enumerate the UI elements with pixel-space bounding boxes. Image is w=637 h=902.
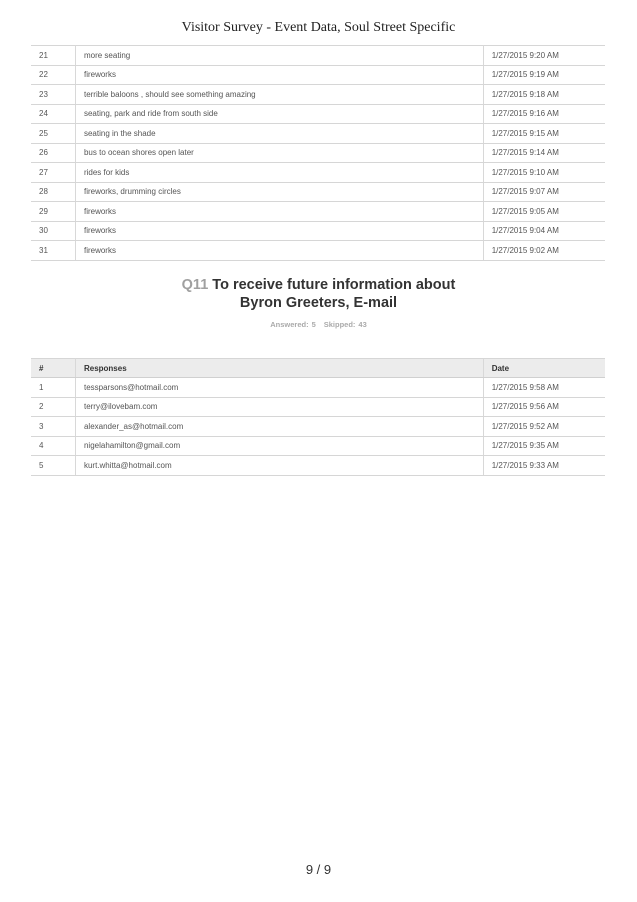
row-number: 3	[31, 417, 75, 437]
row-date: 1/27/2015 9:10 AM	[483, 163, 605, 183]
skipped-count: 43	[358, 320, 367, 329]
row-number: 30	[31, 221, 75, 241]
question-number: Q11	[181, 277, 209, 293]
responses-table	[31, 358, 605, 476]
row-response: tessparsons@hotmail.com	[75, 378, 483, 398]
row-date: 1/27/2015 9:18 AM	[483, 85, 605, 105]
table-row	[31, 456, 605, 476]
row-response: terry@ilovebam.com	[75, 397, 483, 417]
page-number: 9 / 9	[305, 862, 332, 877]
row-number: 31	[31, 241, 75, 261]
table-row	[31, 163, 605, 183]
row-response: alexander_as@hotmail.com	[75, 417, 483, 437]
row-response: seating in the shade	[75, 124, 483, 144]
row-response: fireworks	[75, 202, 483, 222]
row-date: 1/27/2015 9:16 AM	[483, 104, 605, 124]
table-row	[31, 221, 605, 241]
answer-stats	[0, 320, 637, 329]
page-title: Visitor Survey - Event Data, Soul Street Specific	[181, 20, 456, 35]
row-response: seating, park and ride from south side	[75, 104, 483, 124]
table-row	[31, 46, 605, 66]
table-row	[31, 182, 605, 202]
row-number: 26	[31, 143, 75, 163]
row-number: 29	[31, 202, 75, 222]
row-date: 1/27/2015 9:14 AM	[483, 143, 605, 163]
row-date: 1/27/2015 9:19 AM	[483, 65, 605, 85]
row-number: 28	[31, 182, 75, 202]
row-date: 1/27/2015 9:02 AM	[483, 241, 605, 261]
row-date: 1/27/2015 9:33 AM	[483, 456, 605, 476]
row-date: 1/27/2015 9:07 AM	[483, 182, 605, 202]
question-text-line1: To receive future information about	[212, 277, 456, 293]
row-date: 1/27/2015 9:15 AM	[483, 124, 605, 144]
row-number: 2	[31, 397, 75, 417]
question-heading	[0, 276, 637, 312]
row-response: fireworks	[75, 221, 483, 241]
row-date: 1/27/2015 9:05 AM	[483, 202, 605, 222]
row-number: 22	[31, 65, 75, 85]
row-response: rides for kids	[75, 163, 483, 183]
column-header-responses: Responses	[75, 359, 483, 378]
row-number: 1	[31, 378, 75, 398]
row-response: fireworks	[75, 241, 483, 261]
answered-count: 5	[311, 320, 316, 329]
table-row	[31, 65, 605, 85]
table-header-row	[31, 359, 605, 378]
row-date: 1/27/2015 9:52 AM	[483, 417, 605, 437]
row-date: 1/27/2015 9:58 AM	[483, 378, 605, 398]
row-number: 5	[31, 456, 75, 476]
row-number: 23	[31, 85, 75, 105]
answered-label: Answered:	[270, 320, 309, 329]
table-row	[31, 143, 605, 163]
row-response: kurt.whitta@hotmail.com	[75, 456, 483, 476]
row-date: 1/27/2015 9:35 AM	[483, 436, 605, 456]
table-row	[31, 124, 605, 144]
row-response: fireworks, drumming circles	[75, 182, 483, 202]
row-number: 21	[31, 46, 75, 66]
row-response: more seating	[75, 46, 483, 66]
table-row	[31, 85, 605, 105]
row-response: fireworks	[75, 65, 483, 85]
table-row	[31, 104, 605, 124]
table-row	[31, 202, 605, 222]
table-row	[31, 436, 605, 456]
row-date: 1/27/2015 9:04 AM	[483, 221, 605, 241]
row-response: bus to ocean shores open later	[75, 143, 483, 163]
responses-table-continued	[31, 45, 605, 261]
table-row	[31, 417, 605, 437]
row-response: terrible baloons , should see something amazing	[75, 85, 483, 105]
row-number: 27	[31, 163, 75, 183]
row-number: 24	[31, 104, 75, 124]
row-date: 1/27/2015 9:56 AM	[483, 397, 605, 417]
row-number: 25	[31, 124, 75, 144]
row-response: nigelahamilton@gmail.com	[75, 436, 483, 456]
table-row	[31, 397, 605, 417]
skipped-label: Skipped:	[323, 320, 356, 329]
question-text-line2: Byron Greeters, E-mail	[239, 295, 398, 311]
table-row	[31, 378, 605, 398]
table-row	[31, 241, 605, 261]
column-header-number: #	[31, 359, 75, 378]
column-header-date: Date	[483, 359, 605, 378]
row-date: 1/27/2015 9:20 AM	[483, 46, 605, 66]
row-number: 4	[31, 436, 75, 456]
